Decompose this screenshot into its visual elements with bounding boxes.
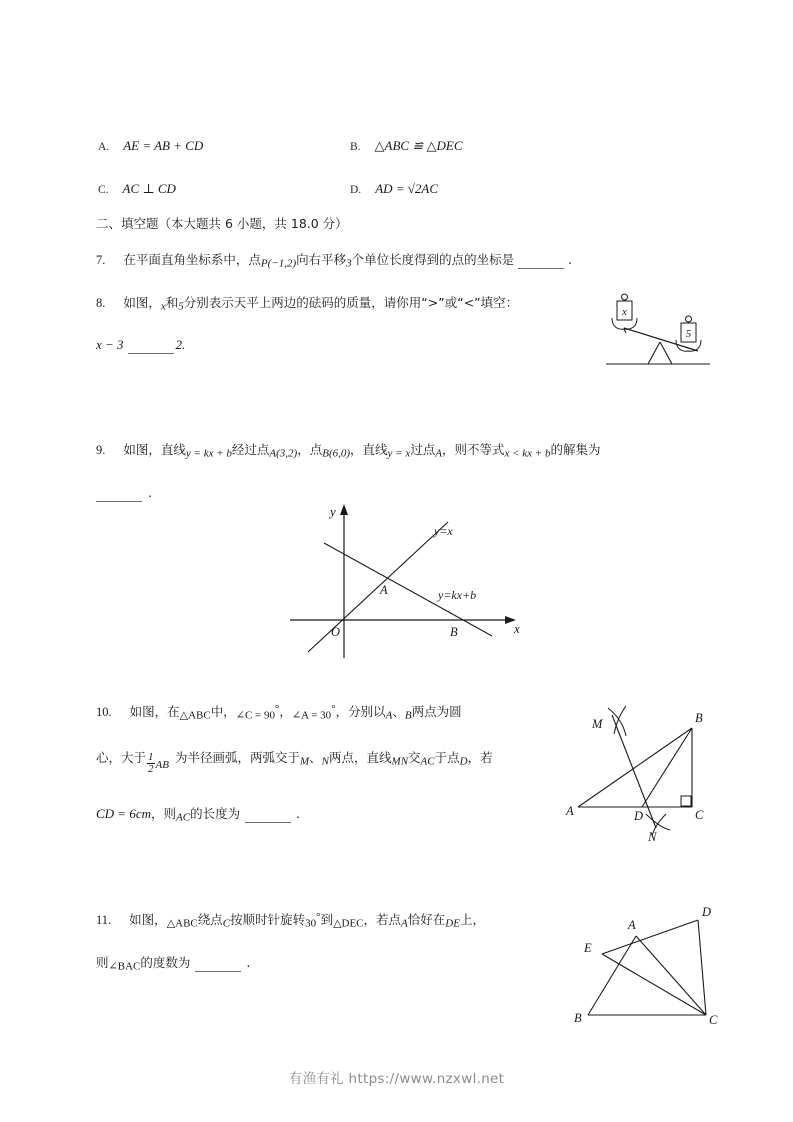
q9-text-d: ，直线 [350, 442, 388, 457]
q10-label-c: C [695, 808, 704, 822]
graph-point-b-label: B [450, 625, 458, 639]
q7-answer-blank[interactable] [518, 257, 564, 269]
q10-expr-mn: MN [391, 755, 409, 768]
graph-x-axis-label: x [514, 621, 520, 636]
figure-triangle-q11 [566, 898, 734, 1032]
choice-option-d [350, 180, 438, 198]
q10-label-n: N [648, 830, 657, 844]
q11-label-b: B [574, 1011, 582, 1025]
question-7 [96, 250, 572, 269]
q10-text-2c: 、 [309, 750, 322, 765]
q11-text-c: 按顺时针旋转 [230, 912, 306, 927]
q11-answer-blank[interactable] [195, 960, 241, 972]
q11-text-2a: 则 [96, 955, 109, 970]
choice-option-a [98, 137, 203, 155]
q10-text-b: 中， [210, 704, 236, 719]
q10-label-m: M [592, 717, 603, 731]
q10-fraction-tail-ab: AB [155, 759, 169, 772]
q10-text-a: 如图，在 [129, 704, 180, 719]
q10-answer-blank[interactable] [245, 811, 291, 823]
question-10 [96, 702, 462, 721]
q10-text-2a: 心，大于 [96, 750, 147, 765]
q10-expr-ac2: AC [176, 811, 191, 824]
q10-fraction-numerator: 1 [148, 751, 154, 764]
q11-text-e: ，若点 [363, 912, 402, 927]
q10-text-e: 、 [392, 704, 405, 719]
q10-expr-ac: AC [420, 755, 435, 768]
q10-expr-d: D [459, 755, 468, 768]
q11-text-2c: . [246, 955, 251, 970]
q10-text-c: ， [279, 704, 292, 719]
question-11-number: 11. [96, 913, 112, 927]
q10-expr-n: N [321, 755, 330, 768]
q11-expr-point-c: C [222, 917, 231, 930]
footer-watermark: 有渔有礼 https://www.nzxwl.net [288, 1071, 505, 1087]
section-heading: 二、填空题（本大题共 6 小题，共 18.0 分） [96, 216, 348, 231]
choice-b-text: △ABC ≌ △DEC [374, 138, 463, 153]
q10-expr-m: M [299, 755, 310, 768]
q10-expr-angle-a: ∠A = 30 [291, 709, 332, 722]
choice-d-text: AD = √2AC [375, 181, 439, 196]
question-9-number: 9. [96, 443, 106, 457]
q11-expr-triangle-dec: △DEC [333, 917, 364, 930]
q8-expr-five: 5 [178, 300, 184, 313]
q8-text-c: 分别表示天平上两边的砝码的质量，请你用“>”或“<”填空： [183, 295, 519, 310]
figure-balance-scale [604, 288, 712, 372]
question-8-number: 8. [96, 296, 106, 310]
q10-label-b: B [695, 711, 703, 725]
question-7-number: 7. [96, 253, 106, 267]
q8-text-a: 如图， [123, 295, 161, 310]
question-9 [96, 440, 601, 459]
question-9-line2 [96, 484, 152, 502]
q10-text-2b: 为半径画弧，两弧交于 [174, 750, 300, 765]
choice-a-letter: A. [98, 141, 110, 153]
q7-text-a: 在平面直角坐标系中，点 [123, 252, 261, 267]
question-11-line2 [96, 953, 250, 972]
q9-expr-through-a: A [435, 447, 442, 460]
graph-point-a-label: A [380, 583, 388, 597]
q9-expr-point-a: A(3,2) [269, 447, 298, 460]
q11-label-a: A [628, 918, 636, 932]
q10-text-2f: 于点 [434, 750, 460, 765]
q9-expr-inequality: x < kx + b [504, 447, 551, 460]
balance-left-weight-label: x [622, 306, 627, 318]
q8-inequality-left: x − 3 [96, 337, 124, 352]
q10-fraction-half [147, 752, 155, 775]
q10-deg-c: ° [275, 703, 280, 716]
q10-text-2d: 两点，直线 [329, 750, 392, 765]
q11-label-c: C [709, 1013, 718, 1027]
q10-expr-triangle-abc: △ABC [179, 709, 211, 722]
question-10-number: 10. [96, 705, 112, 719]
question-10-line3 [96, 804, 300, 823]
q11-expr-triangle-abc: △ABC [166, 917, 198, 930]
q9-answer-blank[interactable] [96, 490, 142, 502]
q10-expr-a: A [385, 709, 393, 722]
figure-graph-q9 [286, 500, 528, 660]
q11-expr-point-a: A [401, 917, 408, 930]
q8-text-b: 和 [165, 295, 179, 310]
q8-answer-blank[interactable] [128, 342, 174, 354]
q11-expr-thirty: 30 [305, 917, 317, 930]
q9-text-f: ，则不等式 [441, 442, 505, 457]
balance-right-weight-label: 5 [685, 328, 692, 340]
q7-expr-three: 3 [346, 257, 352, 270]
q11-text-d: 到 [320, 912, 334, 927]
q10-text-3b: ，则 [151, 806, 177, 821]
graph-y-axis-label: y [330, 504, 336, 519]
q10-text-3d: . [296, 806, 301, 821]
q9-text-e: 过点 [410, 442, 436, 457]
graph-line-identity-label: y=x [434, 524, 453, 538]
graph-origin-label: O [331, 625, 341, 639]
q7-text-b: 向右平移 [296, 252, 347, 267]
q9-expr-line-kxb: y = kx + b [185, 447, 232, 460]
q9-expr-line-yx: y = x [387, 447, 411, 460]
q11-label-e: E [584, 941, 592, 955]
q10-fraction-denominator: 2 [148, 763, 154, 776]
q7-text-d: . [568, 252, 573, 267]
choice-option-b [350, 137, 463, 155]
q9-period: . [148, 485, 152, 500]
q8-expr-x: x [160, 300, 166, 313]
q9-text-g: 的解集为 [550, 442, 601, 457]
q11-text-f: 恰好在 [407, 912, 446, 927]
q10-label-d: D [634, 809, 644, 823]
q11-text-g: 上， [459, 912, 485, 927]
choice-a-text: AE = AB + CD [123, 138, 204, 153]
q8-inequality-right: 2. [175, 337, 186, 352]
figure-triangle-q10 [564, 700, 720, 842]
q10-deg-a: ° [331, 703, 336, 716]
q11-expr-de: DE [445, 917, 460, 930]
q9-expr-point-b: B(6,0) [322, 447, 351, 460]
choice-c-text: AC ⊥ CD [122, 181, 176, 196]
question-11 [96, 910, 485, 929]
q10-expr-cd-value: CD = 6cm [96, 806, 151, 821]
q10-text-3c: 的长度为 [190, 806, 241, 821]
q11-text-b: 绕点 [197, 912, 223, 927]
q10-expr-angle-c: ∠C = 90 [235, 709, 275, 722]
q11-expr-angle-bac: ∠BAC [108, 960, 141, 973]
q9-text-a: 如图，直线 [123, 442, 186, 457]
q7-text-c: 个单位长度得到的点的坐标是 [351, 252, 515, 267]
graph-line-kxb-label: y=kx+b [438, 588, 477, 602]
q11-text-a: 如图， [129, 912, 167, 927]
q10-label-a: A [566, 804, 574, 818]
q11-text-2b: 的度数为 [140, 955, 191, 970]
q9-text-b: 经过点 [231, 442, 270, 457]
q10-expr-b: B [404, 709, 412, 722]
choice-option-c [98, 180, 176, 198]
q10-text-f: 两点为圆 [411, 704, 462, 719]
choice-d-letter: D. [350, 184, 362, 196]
choice-c-letter: C. [98, 184, 109, 196]
q10-text-2g: ，若 [467, 750, 493, 765]
question-10-line2 [96, 748, 493, 776]
q7-expr-point-p: P(−1,2) [260, 257, 297, 270]
q11-deg: ° [316, 911, 321, 924]
question-8 [96, 293, 518, 312]
question-8-line2 [96, 336, 185, 354]
q10-text-d: ，分别以 [335, 704, 386, 719]
choice-b-letter: B. [350, 141, 361, 153]
q9-text-c: ，点 [297, 442, 323, 457]
q11-label-d: D [702, 905, 712, 919]
q10-text-2e: 交 [408, 750, 421, 765]
